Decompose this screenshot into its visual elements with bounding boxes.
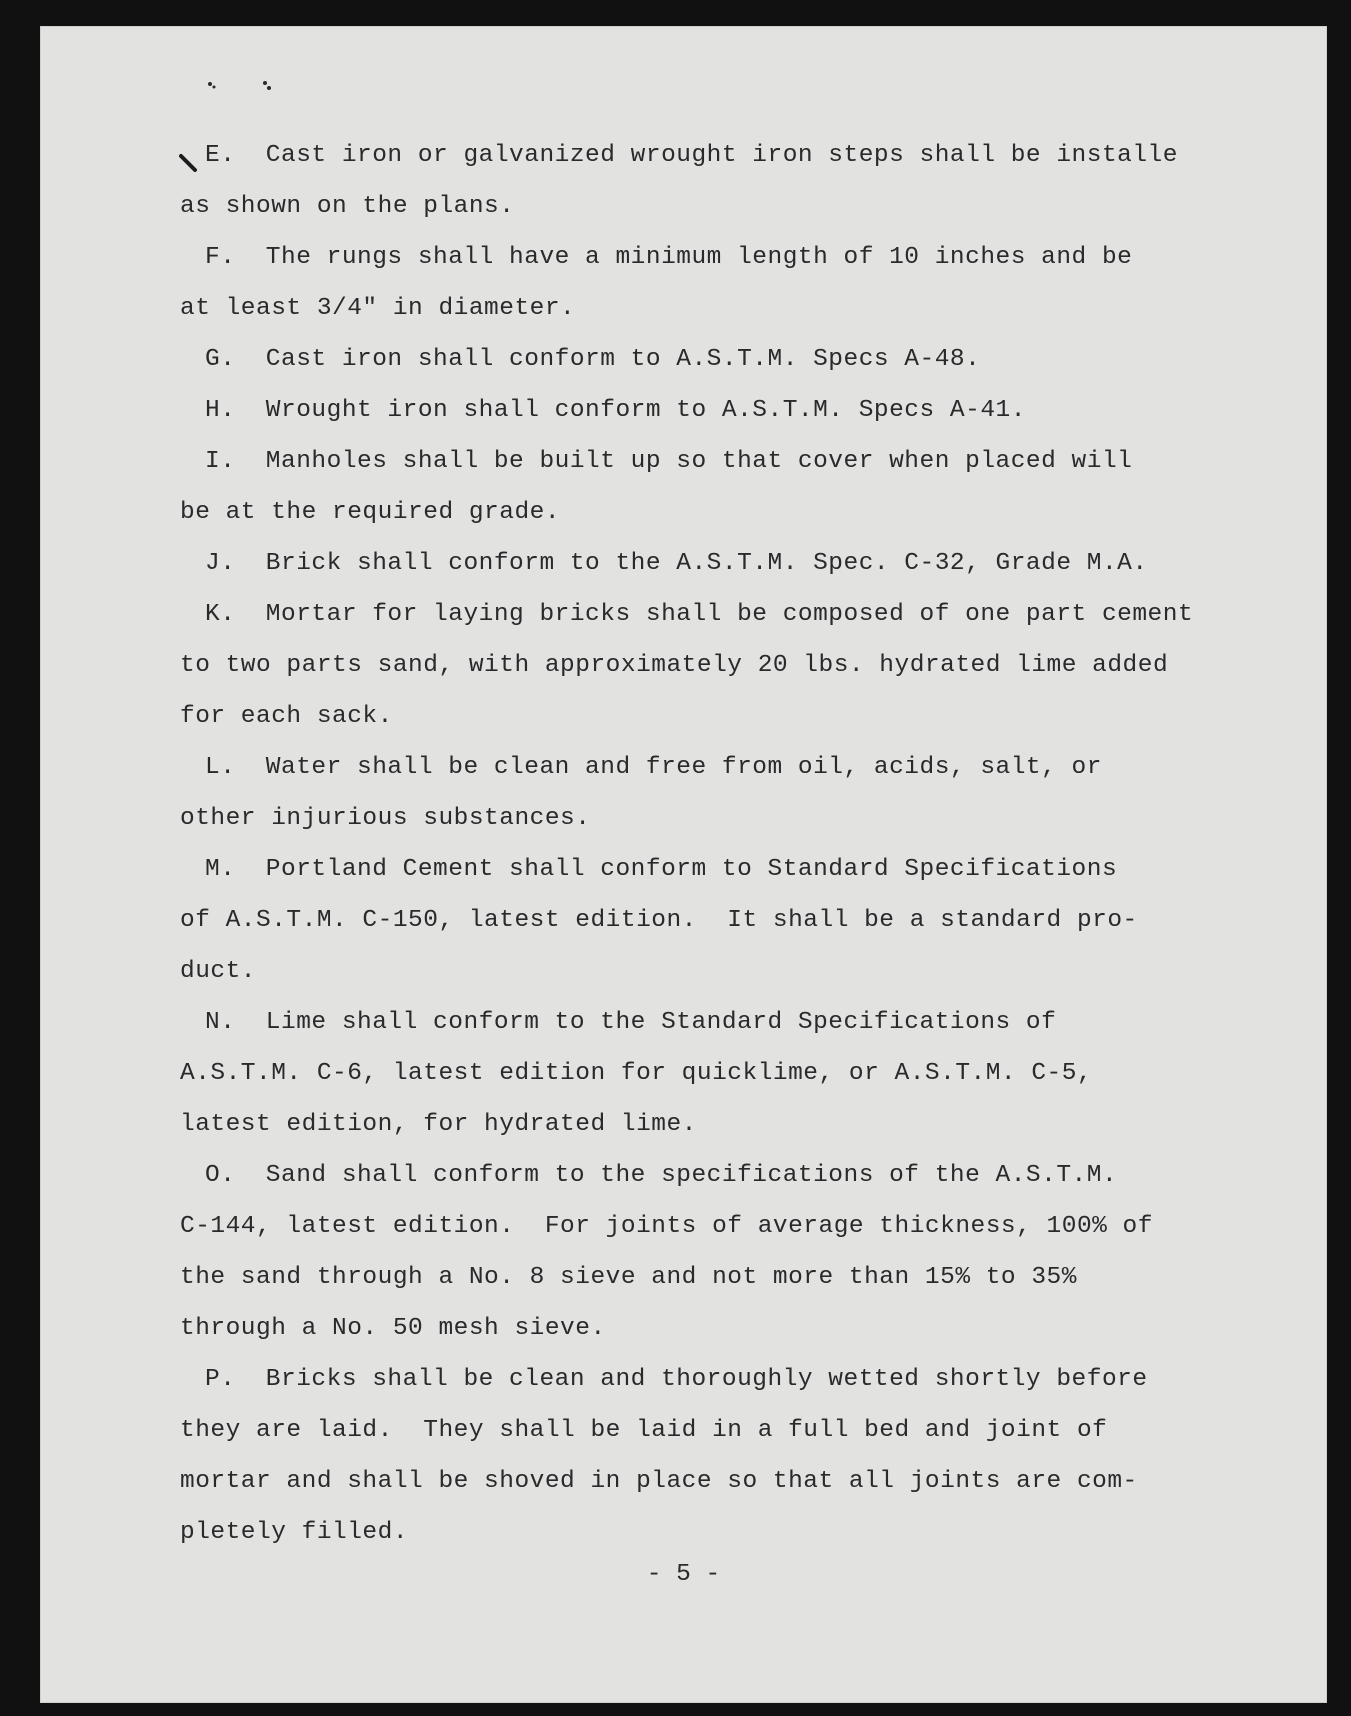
text-line: O. Sand shall conform to the specifications of the A.S.T.M. <box>205 1162 1118 1189</box>
stray-ink-marks <box>205 78 335 98</box>
text-line: at least 3/4" in diameter. <box>180 295 576 322</box>
text-line: as shown on the plans. <box>180 193 515 220</box>
text-line: H. Wrought iron shall conform to A.S.T.M. Specs A-41. <box>205 397 1026 424</box>
text-line: be at the required grade. <box>180 499 561 526</box>
text-line: to two parts sand, with approximately 20 lbs. hydrated lime added <box>180 652 1169 679</box>
text-line: E. Cast iron or galvanized wrought iron steps shall be installe <box>205 142 1178 169</box>
text-line: C-144, latest edition. For joints of average thickness, 100% of <box>180 1213 1153 1240</box>
document-page <box>40 26 1327 1703</box>
text-line: latest edition, for hydrated lime. <box>180 1111 697 1138</box>
text-line: other injurious substances. <box>180 805 591 832</box>
text-line: F. The rungs shall have a minimum length of 10 inches and be <box>205 244 1133 271</box>
text-line: for each sack. <box>180 703 393 730</box>
text-line: A.S.T.M. C-6, latest edition for quicklime, or A.S.T.M. C-5, <box>180 1060 1093 1087</box>
text-line: mortar and shall be shoved in place so that all joints are com- <box>180 1468 1138 1495</box>
text-line: K. Mortar for laying bricks shall be composed of one part cement <box>205 601 1194 628</box>
page-number: - 5 - <box>646 1561 721 1588</box>
text-line: of A.S.T.M. C-150, latest edition. It shall be a standard pro- <box>180 907 1138 934</box>
text-line: they are laid. They shall be laid in a full bed and joint of <box>180 1417 1108 1444</box>
text-line: G. Cast iron shall conform to A.S.T.M. Specs A-48. <box>205 346 981 373</box>
text-line: L. Water shall be clean and free from oil, acids, salt, or <box>205 754 1102 781</box>
text-line: the sand through a No. 8 sieve and not more than 15% to 35% <box>180 1264 1077 1291</box>
text-line: P. Bricks shall be clean and thoroughly wetted shortly before <box>205 1366 1148 1393</box>
text-line: M. Portland Cement shall conform to Standard Specifications <box>205 856 1118 883</box>
text-line: through a No. 50 mesh sieve. <box>180 1315 606 1342</box>
text-line: J. Brick shall conform to the A.S.T.M. Spec. C-32, Grade M.A. <box>205 550 1148 577</box>
text-line: pletely filled. <box>180 1519 409 1546</box>
text-line: duct. <box>180 958 257 985</box>
body-text <box>180 130 1240 1558</box>
text-line: I. Manholes shall be built up so that cover when placed will <box>205 448 1133 475</box>
text-line: N. Lime shall conform to the Standard Specifications of <box>205 1009 1057 1036</box>
